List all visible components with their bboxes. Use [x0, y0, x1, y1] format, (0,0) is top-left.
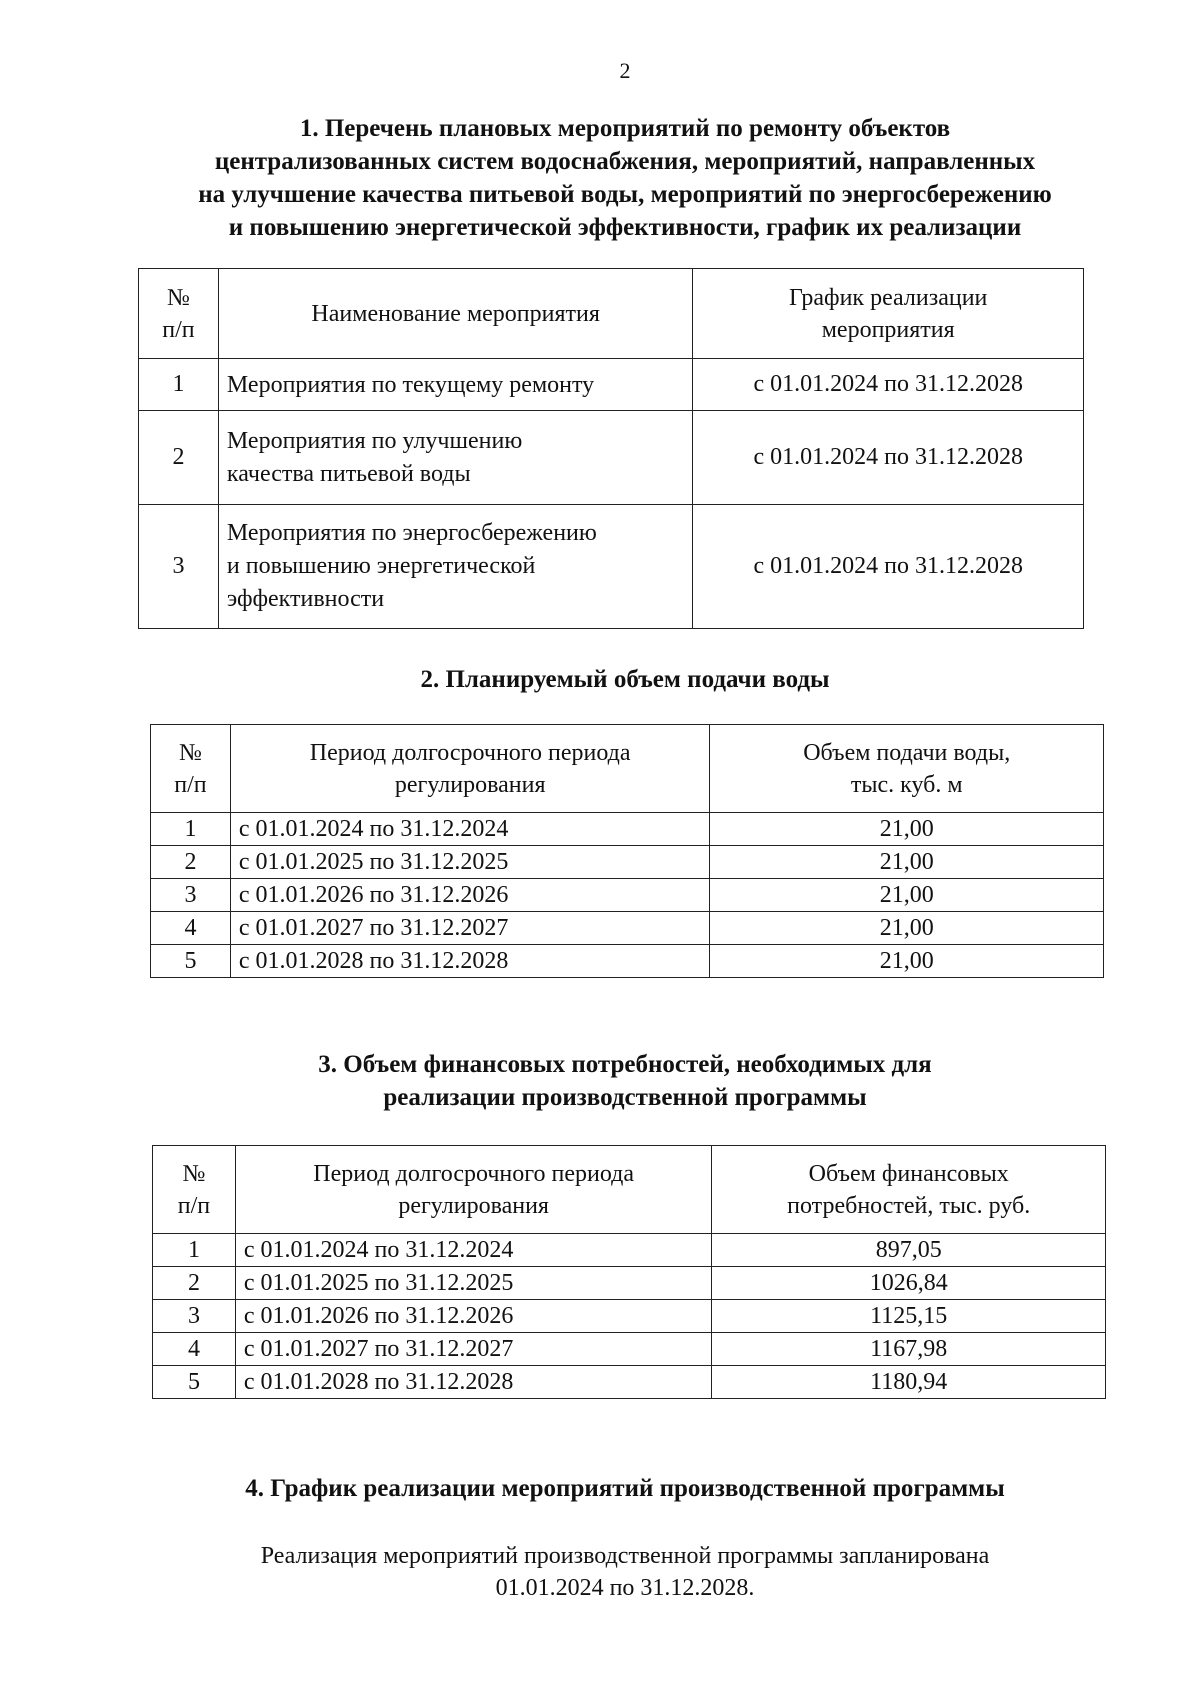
- row-value: 21,00: [710, 879, 1104, 912]
- header-value-line: потребностей, тыс. руб.: [787, 1192, 1031, 1219]
- row-value: 1167,98: [712, 1333, 1106, 1366]
- row-num: 4: [153, 1333, 236, 1366]
- table-row: [151, 912, 1104, 945]
- row-num: 3: [153, 1300, 236, 1333]
- header-num-line: №: [166, 284, 190, 311]
- header-num-line: п/п: [177, 1192, 211, 1219]
- financial-needs-table-header: [153, 1146, 1106, 1234]
- table-row: [153, 1300, 1106, 1333]
- measure-name-line: Мероприятия по энергосбережению: [226, 520, 597, 546]
- header-num-line: п/п: [174, 771, 207, 798]
- row-value: 21,00: [710, 912, 1104, 945]
- measure-name-line: и повышению энергетической: [226, 553, 536, 579]
- water-volume-table-header: [151, 725, 1104, 813]
- row-value: 897,05: [712, 1234, 1106, 1267]
- page-number: 2: [619, 58, 631, 83]
- table-row: [151, 945, 1104, 978]
- row-period: с 01.01.2025 по 31.12.2025: [235, 1267, 711, 1300]
- header-value-line: тыс. куб. м: [850, 771, 963, 798]
- header-period-line: Период долгосрочного периода: [309, 739, 631, 766]
- row-period: с 01.01.2026 по 31.12.2026: [235, 1300, 711, 1333]
- measure-name-line: эффективности: [226, 586, 385, 612]
- header-schedule: [693, 269, 1084, 359]
- header-financial-needs: [712, 1146, 1106, 1234]
- header-water-volume: [710, 725, 1104, 813]
- row-period: с 01.01.2025 по 31.12.2025: [230, 846, 710, 879]
- row-num: 3: [151, 879, 231, 912]
- header-value-line: Объем финансовых: [808, 1160, 1009, 1187]
- table-row: [151, 813, 1104, 846]
- measure-name-line: качества питьевой воды: [226, 460, 471, 487]
- table-row: [153, 1333, 1106, 1366]
- row-measure-name: [218, 359, 693, 411]
- row-value: 21,00: [710, 945, 1104, 978]
- row-num: 1: [153, 1234, 236, 1267]
- header-period-line: регулирования: [394, 771, 546, 798]
- row-period: с 01.01.2024 по 31.12.2024: [230, 813, 710, 846]
- section3-title-line: реализации производственной программы: [383, 1084, 867, 1111]
- row-value: 1125,15: [712, 1300, 1106, 1333]
- table-row: [153, 1267, 1106, 1300]
- header-num-line: п/п: [162, 316, 195, 343]
- row-value: 1180,94: [712, 1366, 1106, 1399]
- row-value: 21,00: [710, 846, 1104, 879]
- header-period-line: Период долгосрочного периода: [313, 1160, 635, 1187]
- row-period: с 01.01.2024 по 31.12.2028: [693, 505, 1084, 629]
- row-period: с 01.01.2024 по 31.12.2028: [693, 359, 1084, 411]
- header-schedule-line: График реализации: [789, 284, 988, 311]
- row-num: 2: [151, 846, 231, 879]
- row-period: с 01.01.2024 по 31.12.2028: [693, 411, 1084, 505]
- financial-needs-table: [152, 1145, 1106, 1399]
- measures-table: [138, 268, 1084, 629]
- measure-name-line: Мероприятия по текущему ремонту: [226, 371, 595, 398]
- water-volume-table: [150, 724, 1104, 978]
- header-num: [151, 725, 231, 813]
- table-row: [151, 879, 1104, 912]
- header-num: [153, 1146, 236, 1234]
- header-num-line: №: [182, 1160, 206, 1187]
- row-num: 1: [139, 359, 219, 411]
- row-period: с 01.01.2028 по 31.12.2028: [230, 945, 710, 978]
- row-value: 1026,84: [712, 1267, 1106, 1300]
- table-row: [139, 411, 1084, 505]
- row-value: 21,00: [710, 813, 1104, 846]
- section4-title: 4. График реализации мероприятий производственной программы: [245, 1475, 1005, 1502]
- row-measure-name: [218, 411, 693, 505]
- table-row: [153, 1234, 1106, 1267]
- row-period: с 01.01.2026 по 31.12.2026: [230, 879, 710, 912]
- row-num: 2: [153, 1267, 236, 1300]
- row-period: с 01.01.2028 по 31.12.2028: [235, 1366, 711, 1399]
- table-row: [139, 359, 1084, 411]
- header-period: [235, 1146, 711, 1234]
- section4-text-line: 01.01.2024 по 31.12.2028.: [495, 1575, 755, 1601]
- row-num: 3: [139, 505, 219, 629]
- table-row: [139, 505, 1084, 629]
- row-num: 1: [151, 813, 231, 846]
- row-period: с 01.01.2027 по 31.12.2027: [230, 912, 710, 945]
- section1-title-line: на улучшение качества питьевой воды, мероприятий по энергосбережению: [198, 181, 1052, 208]
- row-num: 5: [153, 1366, 236, 1399]
- row-measure-name: [218, 505, 693, 629]
- header-num-line: №: [179, 739, 202, 766]
- measures-table-header: [139, 269, 1084, 359]
- section3-title-line: 3. Объем финансовых потребностей, необходимых для: [318, 1051, 932, 1078]
- row-num: 5: [151, 945, 231, 978]
- header-schedule-line: мероприятия: [821, 316, 955, 343]
- measure-name-line: Мероприятия по улучшению: [226, 427, 523, 454]
- header-measure-name: Наименование мероприятия: [218, 269, 693, 359]
- row-period: с 01.01.2027 по 31.12.2027: [235, 1333, 711, 1366]
- section1-title: [0, 112, 1200, 244]
- table-row: [151, 846, 1104, 879]
- section2-title: 2. Планируемый объем подачи воды: [420, 666, 830, 693]
- section1-title-line: и повышению энергетической эффективности, график их реализации: [228, 214, 1022, 241]
- header-period-line: регулирования: [398, 1192, 549, 1219]
- header-num: [139, 269, 219, 359]
- header-value-line: Объем подачи воды,: [803, 739, 1011, 766]
- section4-text: [0, 1540, 1200, 1604]
- row-num: 2: [139, 411, 219, 505]
- row-num: 4: [151, 912, 231, 945]
- section3-title: [0, 1048, 1200, 1114]
- section1-title-line: централизованных систем водоснабжения, мероприятий, направленных: [214, 148, 1036, 175]
- table-row: [153, 1366, 1106, 1399]
- header-period: [230, 725, 710, 813]
- row-period: с 01.01.2024 по 31.12.2024: [235, 1234, 711, 1267]
- section4-text-line: Реализация мероприятий производственной программы запланирована: [260, 1543, 990, 1569]
- section1-title-line: 1. Перечень плановых мероприятий по ремонту объектов: [299, 115, 951, 142]
